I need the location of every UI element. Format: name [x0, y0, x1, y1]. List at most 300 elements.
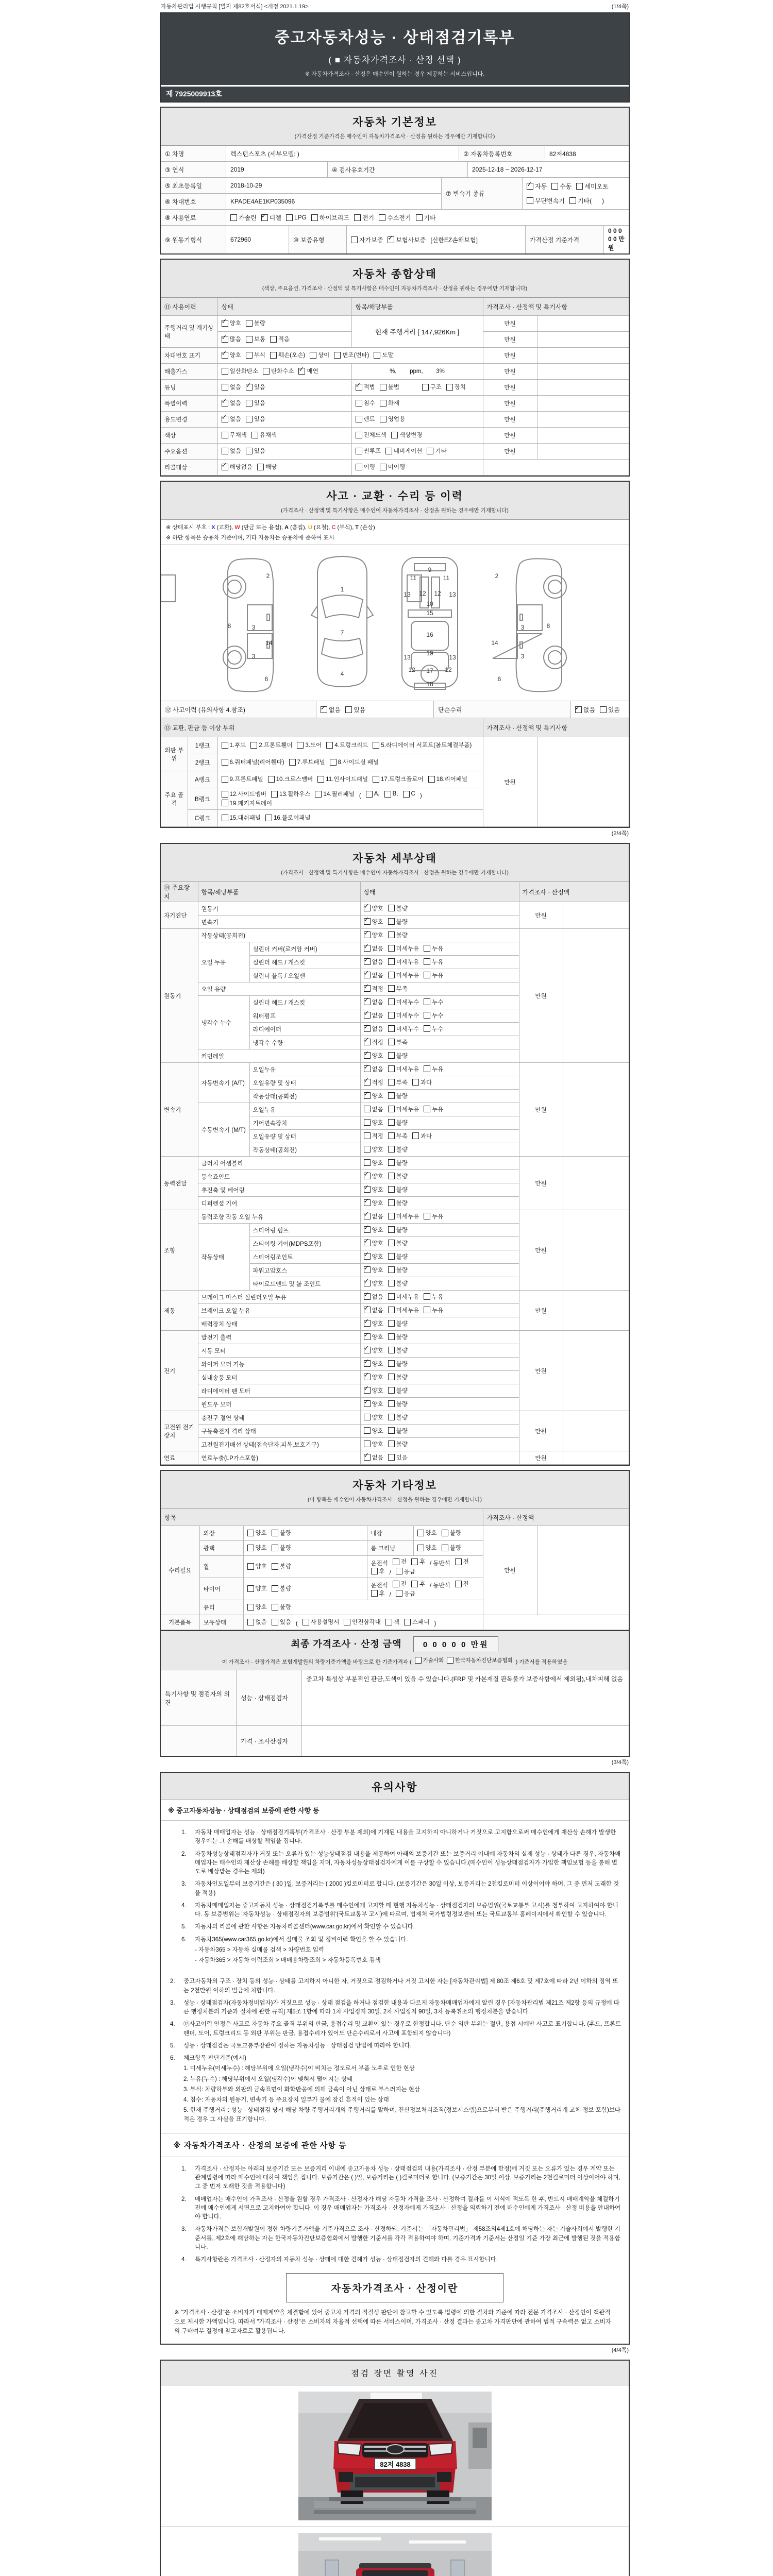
checkbox-option[interactable]: [576, 182, 608, 191]
checkbox-unchecked[interactable]: [388, 1387, 395, 1394]
checkbox-unchecked[interactable]: [351, 236, 358, 243]
checkbox-checked[interactable]: [222, 400, 228, 406]
checkbox-option[interactable]: [247, 1584, 267, 1592]
checkbox-unchecked[interactable]: [442, 1530, 448, 1536]
checkbox-option[interactable]: [388, 1400, 408, 1408]
checkbox-option[interactable]: [356, 431, 386, 439]
checkbox-option[interactable]: [222, 790, 267, 798]
checkbox-option[interactable]: [388, 1145, 408, 1154]
checkbox-option[interactable]: [222, 463, 253, 471]
checkbox-option[interactable]: [403, 791, 415, 798]
checkbox-option[interactable]: [396, 1567, 415, 1575]
checkbox-unchecked[interactable]: [388, 1266, 395, 1273]
checkbox-unchecked[interactable]: [411, 1558, 418, 1565]
checkbox-option[interactable]: [388, 1427, 408, 1435]
checkbox-option[interactable]: [247, 1544, 267, 1552]
checkbox-checked[interactable]: [222, 336, 228, 343]
checkbox-unchecked[interactable]: [222, 776, 228, 783]
checkbox-option[interactable]: [330, 758, 379, 766]
checkbox-option[interactable]: [364, 1105, 383, 1113]
checkbox-option[interactable]: [417, 1529, 437, 1537]
checkbox-option[interactable]: [551, 182, 572, 191]
checkbox-option[interactable]: [364, 1386, 383, 1395]
checkbox-checked[interactable]: [364, 1039, 371, 1045]
checkbox-option[interactable]: [364, 971, 383, 979]
checkbox-checked[interactable]: [527, 183, 533, 190]
checkbox-unchecked[interactable]: [424, 1012, 430, 1019]
checkbox-option[interactable]: [268, 775, 313, 783]
checkbox-unchecked[interactable]: [388, 958, 395, 965]
checkbox-option[interactable]: [388, 1453, 408, 1462]
checkbox-checked[interactable]: [364, 1199, 371, 1206]
checkbox-option[interactable]: [364, 1319, 383, 1328]
checkbox-unchecked[interactable]: [366, 791, 373, 798]
checkbox-option[interactable]: [424, 1025, 443, 1033]
checkbox-option[interactable]: [373, 775, 424, 783]
checkbox-option[interactable]: [417, 1544, 437, 1552]
checkbox-checked[interactable]: [364, 958, 371, 965]
checkbox-unchecked[interactable]: [310, 352, 316, 359]
checkbox-unchecked[interactable]: [447, 1657, 453, 1664]
checkbox-option[interactable]: [424, 1105, 443, 1113]
checkbox-unchecked[interactable]: [403, 791, 410, 798]
checkbox-option[interactable]: [356, 383, 375, 391]
checkbox-option[interactable]: [364, 1145, 383, 1154]
checkbox-unchecked[interactable]: [380, 384, 386, 391]
checkbox-unchecked[interactable]: [412, 1132, 419, 1139]
checkbox-unchecked[interactable]: [374, 352, 380, 359]
checkbox-unchecked[interactable]: [388, 972, 395, 978]
checkbox-option[interactable]: [356, 399, 375, 407]
checkbox-option[interactable]: [575, 705, 595, 714]
checkbox-option[interactable]: [222, 758, 284, 766]
checkbox-option[interactable]: [371, 1567, 385, 1575]
checkbox-option[interactable]: [345, 705, 365, 714]
checkbox-unchecked[interactable]: [424, 1065, 430, 1072]
checkbox-checked[interactable]: [222, 416, 228, 422]
checkbox-unchecked[interactable]: [576, 183, 583, 190]
checkbox-option[interactable]: [364, 1440, 383, 1448]
checkbox-option[interactable]: [371, 1589, 385, 1598]
checkbox-option[interactable]: [222, 383, 241, 391]
checkbox-option[interactable]: [334, 351, 369, 359]
checkbox-option[interactable]: [388, 1319, 408, 1328]
checkbox-option[interactable]: [310, 351, 329, 359]
checkbox-option[interactable]: [364, 1373, 383, 1381]
checkbox-unchecked[interactable]: [364, 1106, 371, 1112]
checkbox-unchecked[interactable]: [527, 197, 533, 204]
checkbox-checked[interactable]: [364, 1347, 371, 1353]
checkbox-option[interactable]: [222, 415, 241, 423]
checkbox-option[interactable]: [364, 1038, 383, 1046]
checkbox-option[interactable]: [388, 1132, 408, 1140]
checkbox-option[interactable]: [388, 1172, 408, 1180]
checkbox-option[interactable]: [272, 1562, 291, 1570]
checkbox-unchecked[interactable]: [272, 1563, 278, 1570]
checkbox-unchecked[interactable]: [371, 1568, 378, 1574]
checkbox-option[interactable]: [388, 1011, 419, 1020]
checkbox-option[interactable]: [271, 790, 310, 798]
checkbox-unchecked[interactable]: [356, 400, 362, 406]
checkbox-unchecked[interactable]: [388, 998, 395, 1005]
checkbox-unchecked[interactable]: [271, 791, 278, 798]
checkbox-unchecked[interactable]: [388, 1360, 395, 1367]
checkbox-unchecked[interactable]: [384, 791, 391, 798]
checkbox-option[interactable]: [364, 1052, 383, 1060]
checkbox-option[interactable]: [424, 1011, 443, 1020]
checkbox-unchecked[interactable]: [388, 1159, 395, 1166]
checkbox-unchecked[interactable]: [247, 1530, 254, 1536]
checkbox-option[interactable]: [388, 1159, 408, 1167]
checkbox-unchecked[interactable]: [364, 1119, 371, 1126]
checkbox-option[interactable]: [455, 1557, 469, 1566]
checkbox-checked[interactable]: [364, 1360, 371, 1367]
checkbox-option[interactable]: [364, 1279, 383, 1287]
checkbox-option[interactable]: [364, 1118, 383, 1127]
checkbox-option[interactable]: [412, 1078, 432, 1087]
checkbox-option[interactable]: [424, 944, 443, 953]
checkbox-option[interactable]: [344, 1618, 381, 1626]
checkbox-option[interactable]: [366, 791, 380, 798]
checkbox-unchecked[interactable]: [379, 214, 385, 221]
checkbox-option[interactable]: [384, 791, 398, 798]
checkbox-unchecked[interactable]: [246, 416, 253, 422]
checkbox-unchecked[interactable]: [388, 1213, 395, 1219]
checkbox-option[interactable]: [380, 463, 405, 471]
checkbox-option[interactable]: [356, 415, 375, 423]
checkbox-option[interactable]: [263, 367, 294, 375]
checkbox-option[interactable]: [388, 1212, 419, 1221]
checkbox-unchecked[interactable]: [356, 416, 362, 422]
checkbox-unchecked[interactable]: [250, 742, 257, 749]
checkbox-unchecked[interactable]: [222, 448, 228, 454]
checkbox-option[interactable]: [265, 814, 311, 822]
checkbox-option[interactable]: [230, 213, 257, 222]
checkbox-option[interactable]: [416, 213, 436, 222]
checkbox-unchecked[interactable]: [222, 759, 228, 766]
checkbox-unchecked[interactable]: [297, 742, 304, 749]
checkbox-unchecked[interactable]: [247, 1585, 254, 1592]
checkbox-option[interactable]: [388, 1092, 408, 1100]
checkbox-option[interactable]: [250, 741, 292, 749]
checkbox-unchecked[interactable]: [364, 1414, 371, 1420]
checkbox-unchecked[interactable]: [388, 1173, 395, 1179]
checkbox-option[interactable]: [364, 1132, 383, 1140]
checkbox-unchecked[interactable]: [424, 1213, 430, 1219]
checkbox-unchecked[interactable]: [388, 1065, 395, 1072]
checkbox-option[interactable]: [527, 196, 565, 205]
checkbox-option[interactable]: [317, 775, 368, 783]
checkbox-option[interactable]: [272, 1584, 291, 1592]
checkbox-unchecked[interactable]: [424, 958, 430, 965]
checkbox-option[interactable]: [388, 944, 419, 953]
checkbox-option[interactable]: [374, 351, 393, 359]
checkbox-option[interactable]: [411, 1557, 425, 1566]
checkbox-unchecked[interactable]: [388, 905, 395, 911]
checkbox-unchecked[interactable]: [385, 448, 392, 454]
checkbox-option[interactable]: [364, 1011, 383, 1020]
checkbox-option[interactable]: [364, 998, 383, 1006]
checkbox-unchecked[interactable]: [311, 214, 318, 221]
checkbox-checked[interactable]: [364, 931, 371, 938]
checkbox-option[interactable]: [247, 1603, 267, 1611]
checkbox-unchecked[interactable]: [388, 1186, 395, 1193]
checkbox-option[interactable]: [222, 431, 247, 439]
checkbox-option[interactable]: [272, 1618, 291, 1626]
checkbox-option[interactable]: [455, 1580, 469, 1588]
checkbox-option[interactable]: [424, 998, 443, 1006]
checkbox-option[interactable]: [412, 1132, 432, 1140]
checkbox-option[interactable]: [364, 918, 383, 926]
checkbox-option[interactable]: [351, 235, 383, 244]
checkbox-option[interactable]: [247, 1562, 267, 1570]
checkbox-unchecked[interactable]: [446, 384, 453, 391]
checkbox-unchecked[interactable]: [247, 1563, 254, 1570]
checkbox-unchecked[interactable]: [247, 1604, 254, 1611]
checkbox-option[interactable]: [364, 904, 383, 912]
checkbox-option[interactable]: [385, 1618, 399, 1626]
checkbox-checked[interactable]: [222, 320, 228, 327]
checkbox-option[interactable]: [388, 1266, 408, 1274]
checkbox-unchecked[interactable]: [388, 1039, 395, 1045]
checkbox-checked[interactable]: [575, 706, 582, 713]
checkbox-checked[interactable]: [364, 985, 371, 992]
checkbox-unchecked[interactable]: [388, 1427, 395, 1434]
checkbox-option[interactable]: [286, 214, 307, 221]
checkbox-unchecked[interactable]: [270, 336, 277, 343]
checkbox-option[interactable]: [364, 1025, 383, 1033]
checkbox-option[interactable]: [388, 1065, 419, 1073]
checkbox-option[interactable]: [364, 1333, 383, 1341]
checkbox-unchecked[interactable]: [247, 1545, 254, 1551]
checkbox-checked[interactable]: [364, 1186, 371, 1193]
checkbox-option[interactable]: [569, 196, 604, 205]
checkbox-unchecked[interactable]: [371, 1590, 378, 1597]
checkbox-option[interactable]: [222, 367, 259, 375]
checkbox-unchecked[interactable]: [373, 776, 379, 783]
checkbox-option[interactable]: [388, 998, 419, 1006]
checkbox-option[interactable]: [388, 235, 426, 244]
checkbox-unchecked[interactable]: [246, 352, 253, 359]
checkbox-checked[interactable]: [364, 1065, 371, 1072]
checkbox-option[interactable]: [222, 814, 261, 822]
checkbox-unchecked[interactable]: [388, 1280, 395, 1286]
checkbox-option[interactable]: [222, 741, 246, 749]
checkbox-unchecked[interactable]: [393, 1558, 399, 1565]
checkbox-option[interactable]: [364, 1239, 383, 1247]
checkbox-checked[interactable]: [246, 384, 253, 391]
checkbox-checked[interactable]: [298, 368, 305, 375]
checkbox-unchecked[interactable]: [455, 1558, 462, 1565]
checkbox-unchecked[interactable]: [388, 1025, 395, 1032]
checkbox-unchecked[interactable]: [551, 183, 558, 190]
checkbox-unchecked[interactable]: [424, 945, 430, 952]
checkbox-option[interactable]: [424, 971, 443, 979]
checkbox-checked[interactable]: [364, 1307, 371, 1313]
checkbox-unchecked[interactable]: [388, 1052, 395, 1059]
checkbox-option[interactable]: [424, 1212, 443, 1221]
checkbox-option[interactable]: [246, 319, 265, 327]
checkbox-option[interactable]: [388, 958, 419, 966]
checkbox-unchecked[interactable]: [356, 448, 362, 454]
checkbox-checked[interactable]: [222, 352, 228, 359]
checkbox-checked[interactable]: [364, 1454, 371, 1461]
checkbox-checked[interactable]: [364, 945, 371, 952]
checkbox-option[interactable]: [422, 383, 442, 391]
checkbox-option[interactable]: [446, 383, 466, 391]
checkbox-unchecked[interactable]: [246, 336, 253, 343]
checkbox-unchecked[interactable]: [388, 918, 395, 925]
checkbox-option[interactable]: [380, 399, 399, 407]
checkbox-unchecked[interactable]: [315, 791, 322, 798]
checkbox-unchecked[interactable]: [272, 1619, 278, 1625]
checkbox-unchecked[interactable]: [222, 432, 228, 438]
checkbox-unchecked[interactable]: [388, 1079, 395, 1086]
checkbox-option[interactable]: [272, 1544, 291, 1552]
checkbox-option[interactable]: [364, 1453, 383, 1462]
checkbox-option[interactable]: [356, 447, 381, 455]
checkbox-option[interactable]: [364, 1078, 383, 1087]
checkbox-unchecked[interactable]: [272, 1530, 278, 1536]
checkbox-option[interactable]: [364, 1065, 383, 1073]
checkbox-unchecked[interactable]: [415, 1657, 422, 1664]
checkbox-option[interactable]: [297, 741, 322, 749]
checkbox-unchecked[interactable]: [388, 1454, 395, 1461]
checkbox-option[interactable]: [246, 447, 265, 455]
checkbox-unchecked[interactable]: [222, 815, 228, 821]
checkbox-unchecked[interactable]: [330, 759, 337, 766]
checkbox-option[interactable]: [442, 1544, 461, 1552]
checkbox-option[interactable]: [303, 1618, 340, 1626]
checkbox-option[interactable]: [424, 1065, 443, 1073]
checkbox-option[interactable]: [527, 182, 547, 191]
checkbox-option[interactable]: [364, 1413, 383, 1421]
checkbox-unchecked[interactable]: [424, 1307, 430, 1313]
checkbox-option[interactable]: [388, 904, 408, 912]
checkbox-unchecked[interactable]: [393, 1581, 399, 1587]
checkbox-unchecked[interactable]: [364, 1132, 371, 1139]
checkbox-unchecked[interactable]: [222, 384, 228, 391]
checkbox-option[interactable]: [396, 1589, 415, 1598]
checkbox-option[interactable]: [270, 335, 290, 343]
checkbox-option[interactable]: [385, 447, 423, 455]
checkbox-unchecked[interactable]: [412, 1079, 419, 1086]
checkbox-checked[interactable]: [364, 1213, 371, 1219]
checkbox-unchecked[interactable]: [424, 1106, 430, 1112]
checkbox-option[interactable]: [388, 1185, 408, 1194]
checkbox-option[interactable]: [326, 741, 368, 749]
checkbox-option[interactable]: [388, 985, 408, 993]
checkbox-checked[interactable]: [364, 1293, 371, 1300]
checkbox-unchecked[interactable]: [422, 384, 429, 391]
checkbox-option[interactable]: [364, 1427, 383, 1435]
checkbox-option[interactable]: [388, 918, 408, 926]
checkbox-option[interactable]: [391, 431, 422, 439]
checkbox-unchecked[interactable]: [416, 214, 423, 221]
checkbox-unchecked[interactable]: [356, 432, 362, 438]
checkbox-option[interactable]: [257, 463, 277, 471]
checkbox-option[interactable]: [354, 213, 374, 222]
checkbox-unchecked[interactable]: [222, 742, 228, 749]
checkbox-option[interactable]: [222, 399, 241, 407]
checkbox-option[interactable]: [388, 1199, 408, 1207]
checkbox-option[interactable]: [222, 351, 241, 359]
checkbox-unchecked[interactable]: [388, 1320, 395, 1327]
checkbox-unchecked[interactable]: [442, 1545, 448, 1551]
checkbox-unchecked[interactable]: [268, 776, 275, 783]
checkbox-checked[interactable]: [364, 1333, 371, 1340]
checkbox-unchecked[interactable]: [388, 1293, 395, 1300]
checkbox-unchecked[interactable]: [247, 1619, 254, 1625]
checkbox-unchecked[interactable]: [263, 368, 270, 375]
checkbox-option[interactable]: [388, 1239, 408, 1247]
checkbox-option[interactable]: [379, 213, 411, 222]
checkbox-option[interactable]: [272, 1529, 291, 1537]
checkbox-unchecked[interactable]: [388, 1012, 395, 1019]
checkbox-checked[interactable]: [364, 905, 371, 911]
checkbox-unchecked[interactable]: [344, 1619, 350, 1625]
checkbox-unchecked[interactable]: [286, 214, 293, 221]
checkbox-unchecked[interactable]: [388, 1092, 395, 1099]
checkbox-checked[interactable]: [364, 972, 371, 978]
checkbox-unchecked[interactable]: [222, 368, 228, 375]
checkbox-unchecked[interactable]: [396, 1590, 402, 1597]
checkbox-option[interactable]: [364, 1306, 383, 1314]
checkbox-option[interactable]: [388, 971, 419, 979]
checkbox-option[interactable]: [388, 1118, 408, 1127]
checkbox-option[interactable]: [289, 758, 325, 766]
checkbox-option[interactable]: [261, 213, 281, 222]
checkbox-unchecked[interactable]: [364, 1146, 371, 1153]
checkbox-option[interactable]: [415, 1656, 444, 1664]
checkbox-unchecked[interactable]: [388, 1199, 395, 1206]
checkbox-unchecked[interactable]: [272, 1604, 278, 1611]
checkbox-option[interactable]: [364, 931, 383, 939]
checkbox-unchecked[interactable]: [388, 1226, 395, 1233]
checkbox-unchecked[interactable]: [364, 1440, 371, 1447]
checkbox-unchecked[interactable]: [388, 985, 395, 992]
checkbox-option[interactable]: [388, 1078, 408, 1087]
checkbox-unchecked[interactable]: [388, 1374, 395, 1380]
checkbox-option[interactable]: [388, 1279, 408, 1287]
checkbox-unchecked[interactable]: [257, 464, 264, 470]
checkbox-unchecked[interactable]: [345, 706, 352, 713]
checkbox-unchecked[interactable]: [246, 320, 253, 327]
checkbox-option[interactable]: [388, 1346, 408, 1354]
checkbox-unchecked[interactable]: [303, 1619, 309, 1625]
checkbox-option[interactable]: [404, 1618, 429, 1626]
checkbox-unchecked[interactable]: [388, 1253, 395, 1260]
checkbox-option[interactable]: [246, 399, 265, 407]
checkbox-option[interactable]: [388, 1386, 408, 1395]
checkbox-option[interactable]: [388, 1226, 408, 1234]
checkbox-option[interactable]: [356, 463, 375, 471]
checkbox-option[interactable]: [388, 1360, 408, 1368]
checkbox-option[interactable]: [364, 1185, 383, 1194]
checkbox-option[interactable]: [364, 1293, 383, 1301]
checkbox-unchecked[interactable]: [364, 1159, 371, 1166]
checkbox-unchecked[interactable]: [424, 972, 430, 978]
checkbox-unchecked[interactable]: [246, 448, 253, 454]
checkbox-unchecked[interactable]: [364, 1427, 371, 1434]
checkbox-option[interactable]: [388, 1373, 408, 1381]
checkbox-checked[interactable]: [364, 1079, 371, 1086]
checkbox-option[interactable]: [427, 447, 446, 455]
checkbox-unchecked[interactable]: [356, 464, 362, 470]
checkbox-option[interactable]: [251, 431, 277, 439]
checkbox-unchecked[interactable]: [270, 352, 277, 359]
checkbox-unchecked[interactable]: [272, 1585, 278, 1592]
